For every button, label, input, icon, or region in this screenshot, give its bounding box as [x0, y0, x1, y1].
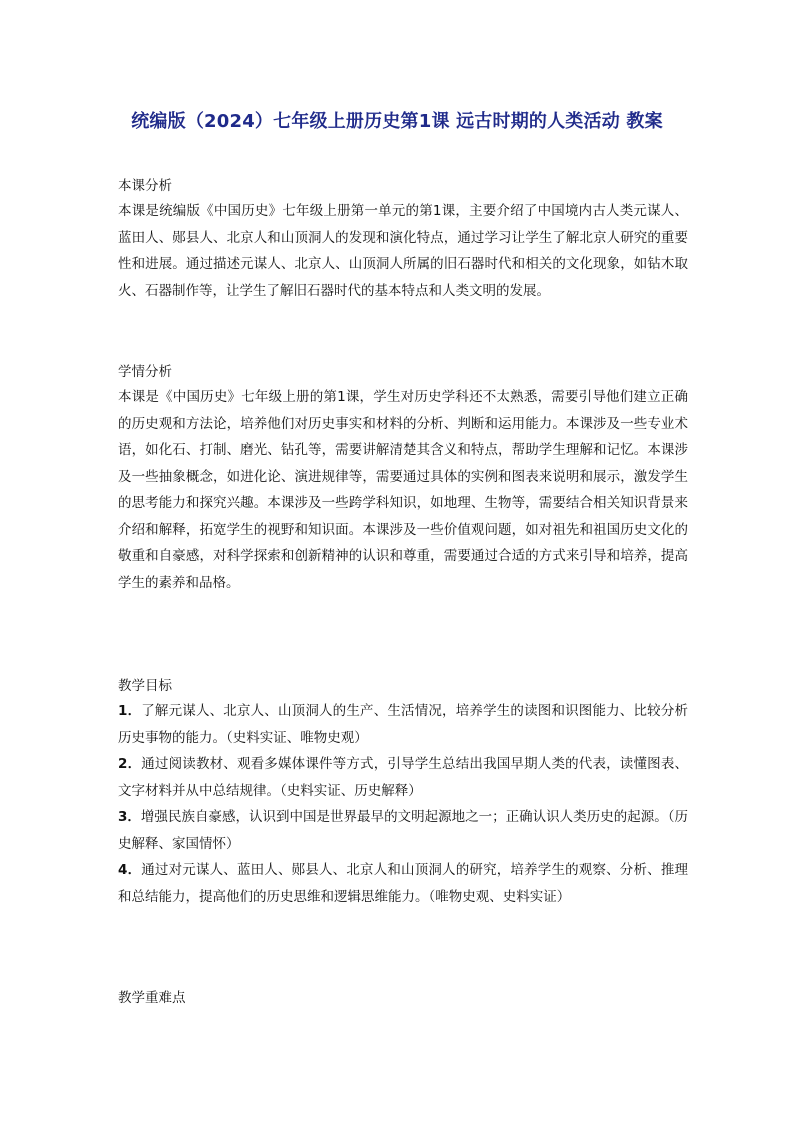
- section-heading: 教学重难点: [118, 990, 186, 1006]
- section-heading: 本课分析: [118, 178, 172, 194]
- goals-list: [118, 698, 688, 910]
- item-number: 4．: [118, 862, 142, 878]
- item-number: 2．: [118, 756, 142, 772]
- list-item: [118, 698, 688, 751]
- item-text: 通过对元谋人、蓝田人、郧县人、北京人和山顶洞人的研究，培养学生的观察、分析、推理和总结能力，提高他们的历史思维和逻辑思维能力。（唯物史观、史料实证）: [118, 862, 688, 905]
- section-paragraph: 本课是《中国历史》七年级上册的第1课，学生对历史学科还不太熟悉，需要引导他们建立正确的历史观和方法论，培养他们对历史事实和材料的分析、判断和运用能力。本课涉及一些专业术语，如化石、打制、磨光、钻孔等，需要讲解清楚其含义和特点，帮助学生理解和记忆。本课涉及一些抽象概念，如进化论、演进规律等，需要通过具体的实例和图表来说明和展示，激发学生的思考能力和探究兴趣。本课涉及一些跨学科知识，如地理、生物等，需要结合相关知识背景来介绍和解释，拓宽学生的视野和知识面。本课涉及一些价值观问题，如对祖先和祖国历史文化的敬重和自豪感，对科学探索和创新精神的认识和尊重，需要通过合适的方式来引导和培养，提高学生的素养和品格。: [118, 389, 688, 591]
- list-item: [118, 857, 688, 910]
- section-heading: 教学目标: [118, 678, 172, 694]
- item-number: 1．: [118, 703, 142, 719]
- section-key-difficulties: [118, 988, 688, 1008]
- list-item: [118, 804, 688, 857]
- section-teaching-goals: [118, 676, 688, 910]
- item-text: 增强民族自豪感，认识到中国是世界最早的文明起源地之一；正确认识人类历史的起源。（历史解释、家国情怀）: [118, 809, 688, 852]
- section-heading: 学情分析: [118, 364, 172, 380]
- section-paragraph: 本课是统编版《中国历史》七年级上册第一单元的第1课，主要介绍了中国境内古人类元谋人、蓝田人、郧县人、北京人和山顶洞人的发现和演化特点，通过学习让学生了解北京人研究的重要性和进展。通过描述元谋人、北京人、山顶洞人所属的旧石器时代和相关的文化现象，如钻木取火、石器制作等，让学生了解旧石器时代的基本特点和人类文明的发展。: [118, 203, 688, 299]
- section-lesson-analysis: [118, 176, 688, 304]
- item-text: 通过阅读教材、观看多媒体课件等方式，引导学生总结出我国早期人类的代表，读懂图表、文字材料并从中总结规律。（史料实证、历史解释）: [118, 756, 688, 799]
- section-learner-analysis: [118, 362, 688, 596]
- document-title: 统编版（2024）七年级上册历史第1课 远古时期的人类活动 教案: [131, 111, 663, 132]
- item-text: 了解元谋人、北京人、山顶洞人的生产、生活情况，培养学生的读图和识图能力、比较分析历史事物的能力。（史料实证、唯物史观）: [118, 703, 688, 746]
- item-number: 3．: [118, 809, 141, 825]
- list-item: [118, 751, 688, 804]
